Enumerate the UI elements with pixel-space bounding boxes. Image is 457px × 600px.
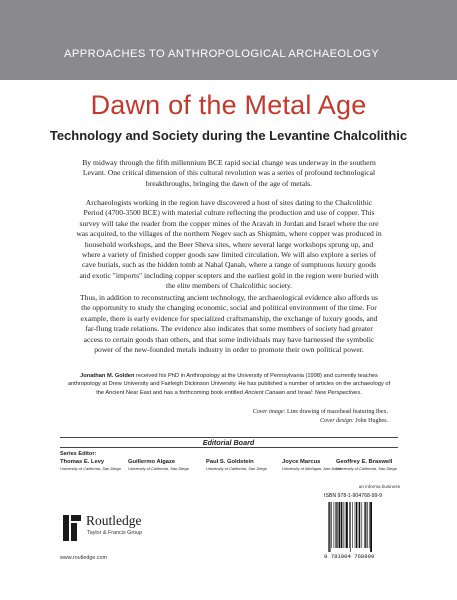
author-bio xyxy=(66,372,392,397)
barcode-bar xyxy=(341,502,342,548)
cover-image-label: Cover image: xyxy=(252,409,286,415)
editor-entry xyxy=(128,459,189,471)
barcode-bar xyxy=(339,502,341,548)
blurb-paragraph-1: By midway through the fifth millennium BCE rapid social change was underway in the southern Levant. One critical dimension of this cultural revolution was a series of profound technological breakthroughs, bringing the dawn of the age of metals. xyxy=(82,158,376,188)
cover-design-credit xyxy=(248,417,388,426)
editor-affiliation: University of California, San Diego xyxy=(128,466,189,471)
editor-entry xyxy=(60,459,121,471)
publisher-name: Routledge xyxy=(86,513,142,528)
barcode-digits: 9 781904 768999 xyxy=(324,553,375,560)
barcode-bar xyxy=(355,502,356,548)
editor-entry xyxy=(336,459,397,471)
editor-name: Thomas E. Levy xyxy=(60,459,105,465)
editor-entry xyxy=(206,459,267,471)
barcode-bar xyxy=(337,502,338,548)
cover-design-label: Cover design: xyxy=(320,417,354,424)
book-subtitle: Technology and Society during the Levantine Chalcolithic xyxy=(49,128,408,143)
barcode-bar xyxy=(328,502,329,552)
publisher-website: www.routledge.com xyxy=(60,555,108,561)
barcode-bar xyxy=(367,502,368,548)
blurb-paragraph-3: Thus, in addition to reconstructing ancient technology, the archaeological evidence also affords us the opportunity to study the changing economic, social and political environment of the time. For example, there is early evidence for specialized craftsmanship, the exchange of luxury goods, and far-flung trade relations. The evidence also indicates that some members of society had greater access to certain goods than others, and that some individuals may have harnessed the symbolic power of the new-founded metals industry in order to promote their own political power. xyxy=(80,293,378,355)
editorial-board-list xyxy=(60,459,400,479)
barcode-bar xyxy=(334,502,335,548)
editor-affiliation: University of California, San Diego xyxy=(336,466,397,471)
blurb-paragraph-2: Archaeologists working in the region have discovered a host of sites dating to the Chalcolithic Period (4700-3500 BCE) with material culture reflecting the production and use of copper. This survey will take the reader from the copper mines of the Aravah in Jordan and Israel where the ore was acquired, to the villages of the northern Negev such as Shiqmim, where copper was produced in household workshops, and the Beer Sheva sites, where several large workshops sprung up, and where a variety of finished copper goods saw limited circulation. We will also explore a series of cave burials, such as the hidden tomb at Nahal Qanah, where a range of sumptuous luxury goods and exotic "imports" including copper scepters and the earliest gold in the region were buried with the elite members of Chalcolithic society. xyxy=(76,198,382,291)
editor-affiliation: University of California, San Diego xyxy=(206,466,267,471)
editor-name: Joyce Marcus xyxy=(282,459,321,465)
barcode-bar xyxy=(352,502,353,548)
routledge-logo-icon xyxy=(62,514,82,542)
barcode-bar xyxy=(364,502,365,548)
informa-tag: an informa business xyxy=(358,484,400,489)
barcode-bar xyxy=(361,502,362,548)
publisher-group: Taylor & Francis Group xyxy=(87,530,143,536)
barcode-bar xyxy=(343,502,344,548)
series-title: APPROACHES TO ANTHROPOLOGICAL ARCHAEOLOGY xyxy=(64,48,380,60)
barcode-bar xyxy=(346,502,348,548)
barcode-bar xyxy=(370,502,372,552)
barcode-bar xyxy=(358,502,359,548)
barcode-bar xyxy=(369,502,370,548)
barcode-bar xyxy=(356,502,357,548)
barcode-bar xyxy=(350,502,351,552)
barcode-bar xyxy=(331,502,332,548)
series-editor-label: Series Editor: xyxy=(60,451,97,457)
editor-affiliation: University of California, San Diego xyxy=(60,466,121,471)
editor-name: Geoffrey E. Braswell xyxy=(336,459,393,465)
barcode-bar xyxy=(359,502,360,548)
editorial-board-heading: Editorial Board xyxy=(202,438,255,447)
barcode-icon xyxy=(328,502,396,552)
editor-name: Paul S. Goldstein xyxy=(206,459,254,465)
cover-design-text: John Hughes. xyxy=(353,417,388,424)
author-bio-text-a: received his PhD in Anthropology at the University of Pennsylvania (1998) and currently teaches anthropology at Drew University and Fairleigh Dickinson University. He has published a number of articles on the archaeology of the Ancient Near East and has a forthcoming book entitled xyxy=(67,373,391,396)
barcode-bar xyxy=(349,502,350,548)
barcode-bar xyxy=(345,502,346,548)
cover-image-credit xyxy=(248,408,388,417)
editor-name: Guillermo Algaze xyxy=(128,459,176,465)
author-forthcoming-book: Ancient Canaan and Israel: New Perspectives xyxy=(244,389,361,396)
series-header-band xyxy=(0,0,457,80)
editor-affiliation: University of Michigan, Ann Arbor xyxy=(282,466,342,471)
barcode-bar xyxy=(365,502,366,548)
cover-image-text: Line drawing of macehead featuring Ibex. xyxy=(285,409,388,415)
author-bio-text-b: . xyxy=(360,389,362,396)
barcode-bar xyxy=(329,502,330,552)
book-title: Dawn of the Metal Age xyxy=(90,90,367,120)
editor-entry xyxy=(282,459,341,471)
board-bottom-rule xyxy=(60,447,398,448)
cover-credits xyxy=(248,408,388,425)
author-name: Jonathan M. Golden xyxy=(80,373,135,379)
isbn-label: ISBN 978-1-904768-99-9 xyxy=(324,493,382,499)
barcode-bar xyxy=(335,502,336,548)
